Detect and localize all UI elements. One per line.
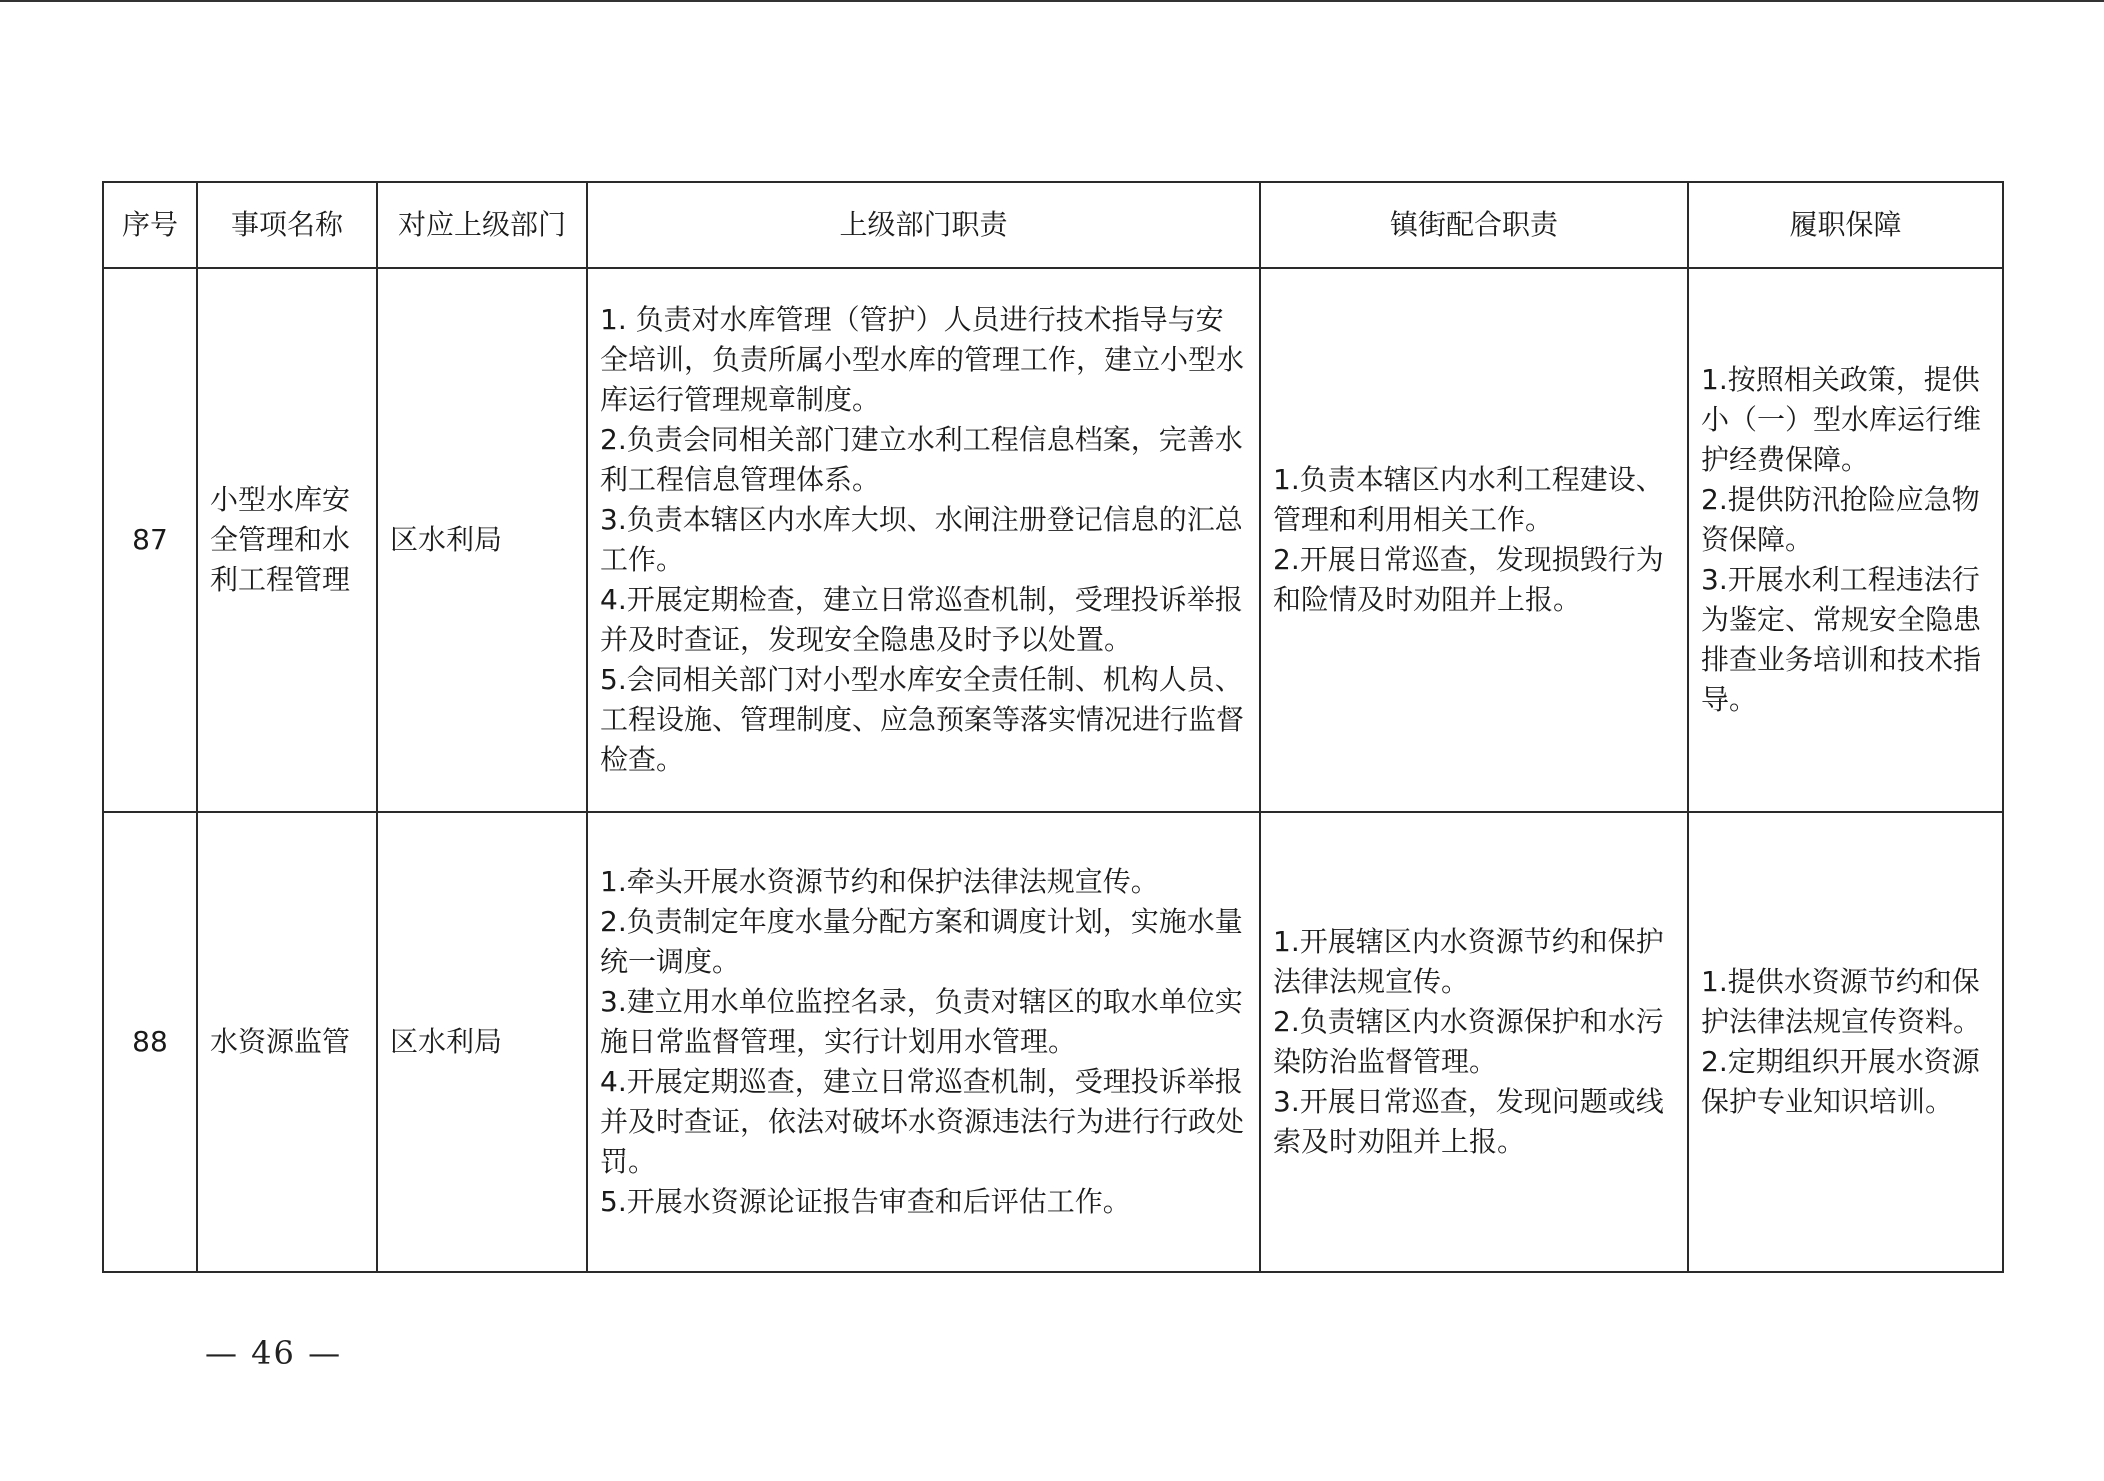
header-item-name: 事项名称 bbox=[197, 182, 377, 268]
duty-item: 2.负责辖区内水资源保护和水污染防治监督管理。 bbox=[1273, 1005, 1664, 1078]
duty-item: 5.会同相关部门对小型水库安全责任制、机构人员、工程设施、管理制度、应急预案等落实情况进行监督检查。 bbox=[600, 663, 1245, 776]
duty-item: 2.开展日常巡查，发现损毁行为和险情及时劝阻并上报。 bbox=[1273, 543, 1664, 616]
row-upper-duties bbox=[587, 268, 1260, 812]
duty-item: 1.负责本辖区内水利工程建设、管理和利用相关工作。 bbox=[1273, 463, 1664, 536]
row-upper-dept: 区水利局 bbox=[377, 812, 587, 1272]
row-item-name: 水资源监管 bbox=[197, 812, 377, 1272]
duty-item: 2.负责会同相关部门建立水利工程信息档案，完善水利工程信息管理体系。 bbox=[600, 423, 1243, 496]
duty-item: 4.开展定期巡查，建立日常巡查机制，受理投诉举报并及时查证，依法对破坏水资源违法行为进行行政处罚。 bbox=[600, 1065, 1245, 1178]
guarantee-item: 3.开展水利工程违法行为鉴定、常规安全隐患排查业务培训和技术指导。 bbox=[1701, 563, 1982, 716]
guarantee-item: 1.提供水资源节约和保护法律法规宣传资料。 bbox=[1701, 965, 1982, 1038]
table-header-row bbox=[103, 182, 2003, 268]
table-row bbox=[103, 812, 2003, 1272]
guarantee-item: 2.提供防汛抢险应急物资保障。 bbox=[1701, 483, 1980, 556]
duty-item: 3.开展日常巡查，发现问题或线索及时劝阻并上报。 bbox=[1273, 1085, 1664, 1158]
page-number: — 46 — bbox=[205, 1334, 343, 1372]
duty-item: 3.建立用水单位监控名录，负责对辖区的取水单位实施日常监督管理，实行计划用水管理。 bbox=[600, 985, 1243, 1058]
row-upper-duties bbox=[587, 812, 1260, 1272]
duties-table bbox=[102, 181, 2004, 1273]
row-guarantee bbox=[1688, 268, 2003, 812]
row-town-duties bbox=[1260, 812, 1688, 1272]
duty-item: 5.开展水资源论证报告审查和后评估工作。 bbox=[600, 1185, 1131, 1218]
duty-item: 1.开展辖区内水资源节约和保护法律法规宣传。 bbox=[1273, 925, 1664, 998]
row-item-name: 小型水库安全管理和水利工程管理 bbox=[197, 268, 377, 812]
row-serial: 87 bbox=[103, 268, 197, 812]
row-guarantee bbox=[1688, 812, 2003, 1272]
guarantee-item: 1.按照相关政策，提供小（一）型水库运行维护经费保障。 bbox=[1701, 363, 1982, 476]
header-guarantee: 履职保障 bbox=[1688, 182, 2003, 268]
top-border-line bbox=[0, 0, 2104, 2]
header-upper-dept: 对应上级部门 bbox=[377, 182, 587, 268]
header-serial: 序号 bbox=[103, 182, 197, 268]
row-serial: 88 bbox=[103, 812, 197, 1272]
duty-item: 4.开展定期检查，建立日常巡查机制，受理投诉举报并及时查证，发现安全隐患及时予以处置。 bbox=[600, 583, 1243, 656]
guarantee-item: 2.定期组织开展水资源保护专业知识培训。 bbox=[1701, 1045, 1980, 1118]
row-upper-dept: 区水利局 bbox=[377, 268, 587, 812]
duty-item: 3.负责本辖区内水库大坝、水闸注册登记信息的汇总工作。 bbox=[600, 503, 1243, 576]
header-upper-duties: 上级部门职责 bbox=[587, 182, 1260, 268]
duty-item: 1.牵头开展水资源节约和保护法律法规宣传。 bbox=[600, 865, 1159, 898]
duty-item: 2.负责制定年度水量分配方案和调度计划，实施水量统一调度。 bbox=[600, 905, 1243, 978]
row-town-duties bbox=[1260, 268, 1688, 812]
duty-item: 1. 负责对水库管理（管护）人员进行技术指导与安全培训，负责所属小型水库的管理工作，建立小型水库运行管理规章制度。 bbox=[600, 303, 1245, 416]
header-town-duties: 镇街配合职责 bbox=[1260, 182, 1688, 268]
table-row bbox=[103, 268, 2003, 812]
